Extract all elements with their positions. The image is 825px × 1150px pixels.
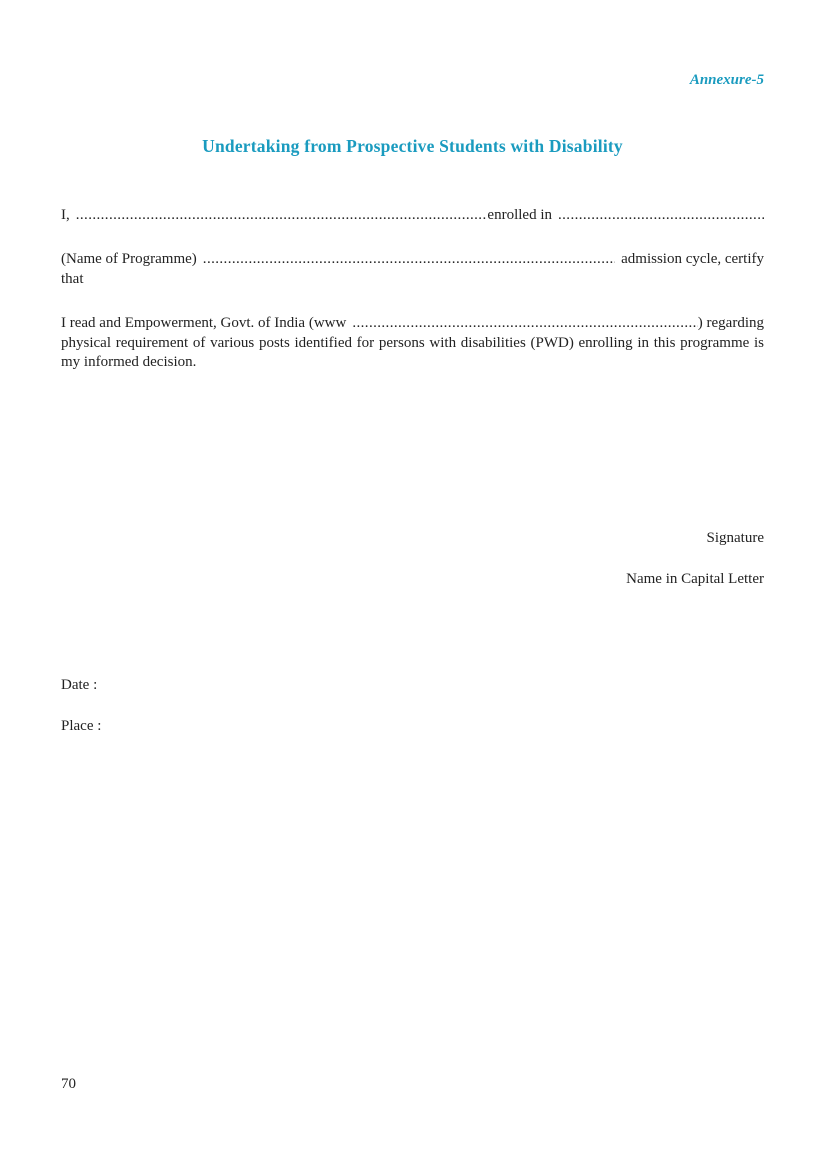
page-title: Undertaking from Prospective Students with Disability	[202, 136, 623, 156]
para3-end: ) regarding	[697, 315, 764, 331]
line2-continuation: that	[61, 270, 84, 287]
page-number: 70	[61, 1076, 76, 1092]
undertaking-paragraph	[61, 314, 764, 373]
programme-blank[interactable]	[203, 250, 615, 270]
annexure-label: Annexure-5	[689, 72, 764, 88]
programme-line	[61, 250, 764, 289]
line1-start: I,	[61, 207, 70, 223]
line2-start: (Name of Programme)	[61, 251, 197, 267]
line1-mid: enrolled in	[487, 207, 552, 223]
website-blank[interactable]	[352, 314, 697, 334]
name-capital-label: Name in Capital Letter	[626, 571, 764, 587]
para3-continuation: physical requirement of various posts identified for persons with disabilities (PWD) enrolling in this programme is my informed decision.	[61, 334, 764, 370]
name-enrollment-line	[61, 206, 764, 226]
signature-label: Signature	[706, 530, 764, 546]
place-label: Place :	[61, 718, 102, 734]
date-label: Date :	[61, 677, 98, 693]
line2-end: admission cycle, certify	[621, 251, 764, 267]
enrolled-in-blank[interactable]	[558, 206, 764, 226]
name-blank[interactable]	[76, 206, 488, 226]
para3-start: I read and Empowerment, Govt. of India (www	[61, 315, 347, 331]
